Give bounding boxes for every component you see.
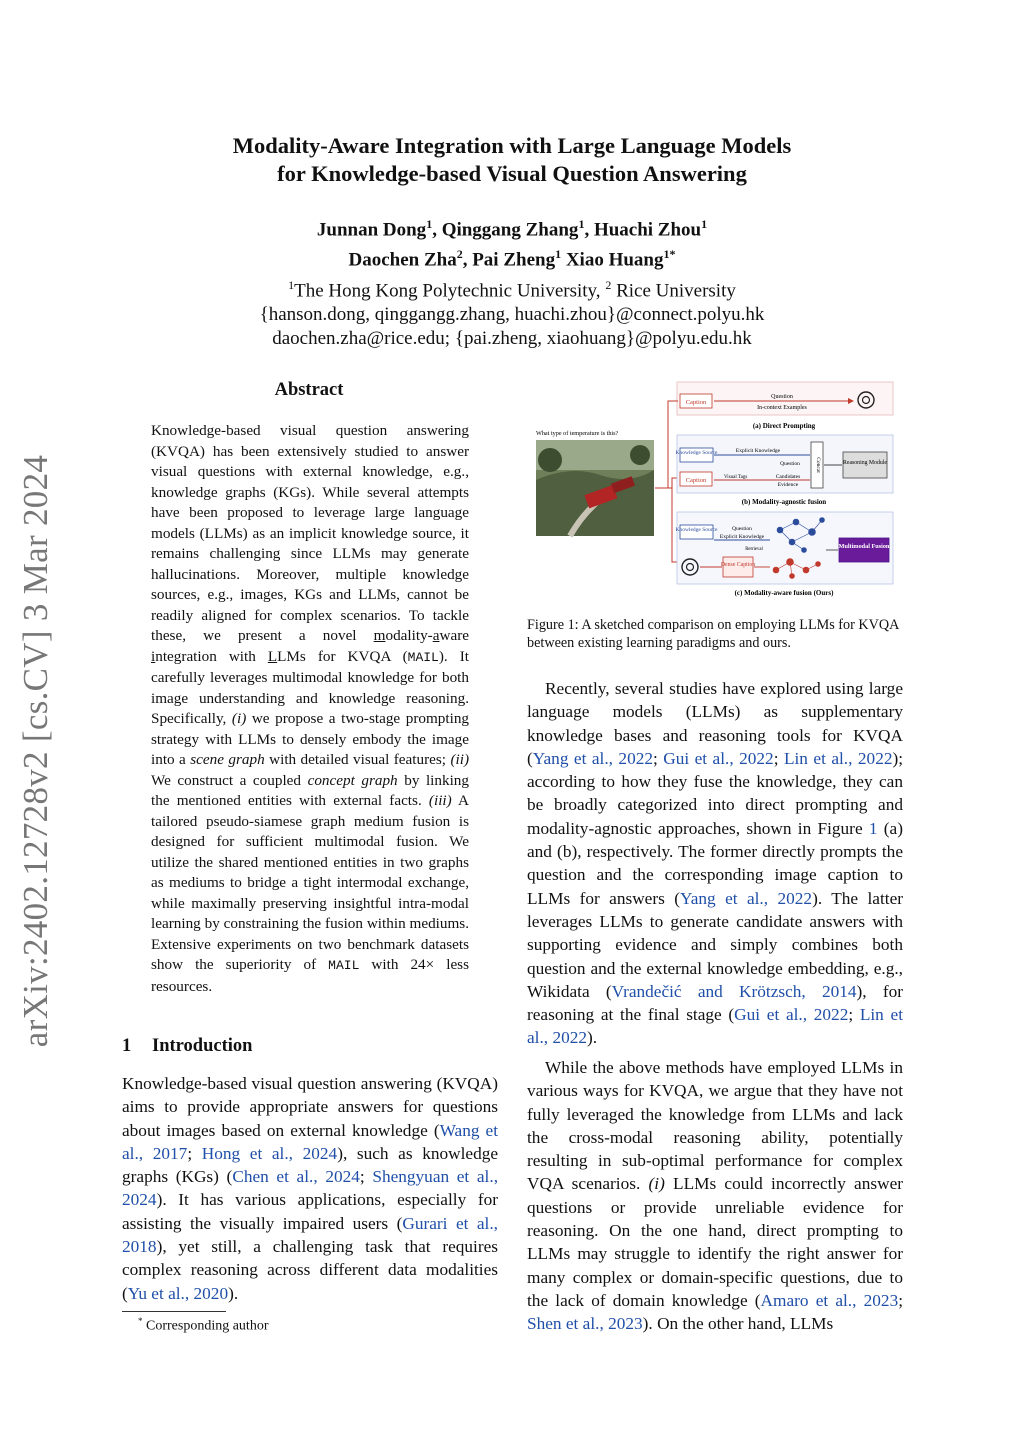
evidence-label: Evidence (777, 482, 799, 488)
right-paragraph-1: Recently, several studies have explored using large language models (LLMs) as supplementary knowledge bases and reasoning tools for KVQA (Yang et al., 2022; Gui et al., 2022; Lin et al., 2022); according to how they fuse the knowledge, they can be broadly categorized into direct prompting and modality-agnostic approaches, shown in Figure 1 (a) and (b), respectively. The former directly prompts the question and the corresponding image caption to LLMs for answers (Yang et al., 2022). The latter leverages LLMs to generate candidate answers with supporting evidence and simply combines both question and the external knowledge embedding, e.g., Wikidata (Vrandečić and Krötzsch, 2014), for reasoning at the final stage (Gui et al., 2022; Lin et al., 2022). (527, 679, 904, 1048)
citation-link[interactable]: Shen et al., 2023 (527, 1314, 643, 1334)
author-block (0, 212, 1024, 351)
citation-link[interactable]: Wang et al., 2017 (122, 1120, 499, 1163)
reasoning-module-label: Reasoning Module (843, 460, 887, 466)
email-line-2: daochen.zha@rice.edu; {pai.zheng, xiaohuang}@polyu.edu.hk (272, 327, 752, 349)
citation-link[interactable]: Amaro et al., 2023 (760, 1290, 899, 1310)
author-line-2: Daochen Zha$^2$, Pai Zheng$^1$ Xiao Huang$^{1*}$ (348, 247, 676, 271)
arxiv-stamp: arXiv:2402.12728v2 [cs.CV] 3 Mar 2024 (16, 454, 55, 1048)
label-c: (c) Modality-aware fusion (Ours) (734, 589, 834, 597)
citation-link[interactable]: Gui et al., 2022 (663, 748, 774, 768)
footnote: * Corresponding author (138, 1316, 269, 1334)
caption-box-a-label: Caption (685, 399, 707, 406)
concat-label: Concat (815, 457, 821, 473)
incontext-label: In-context Examples (757, 405, 807, 411)
citation-link[interactable]: Chen et al., 2024 (232, 1167, 360, 1187)
title-line-1: Modality-Aware Integration with Large Language Models (232, 133, 792, 158)
question-label-c: Question (732, 526, 752, 532)
citation-link[interactable]: Yang et al., 2022 (532, 748, 653, 768)
dense-caption-label: Dense Caption (720, 562, 756, 568)
question-label-a: Question (771, 394, 793, 400)
citation-link[interactable]: Shengyuan et al., 2024 (122, 1167, 499, 1210)
question-label-b: Question (780, 461, 800, 467)
multimodal-fusion-box (839, 538, 889, 562)
label-a: (a) Direct Prompting (752, 422, 816, 430)
right-paragraph-2: While the above methods have employed LLMs in various ways for KVQA, we argue that they have not fully leveraged the knowledge from LLMs and lack the cross-modal reasoning ability, potentially resulting in sub-optimal performance for complex VQA scenarios. (i) LLMs could incorrectly answer questions or provide unreliable evidence for reasoning. On the one hand, direct prompting to LLMs may struggle to identify the right answer for many complex or domain-specific questions, due to the lack of domain knowledge (Amaro et al., 2023; Shen et al., 2023). On the other hand, LLMs (527, 1058, 904, 1334)
citation-link[interactable]: Gurari et al., 2018 (122, 1213, 498, 1257)
citation-link[interactable]: Gui et al., 2022 (734, 1005, 849, 1025)
figure-question: What type of temperature is this? (536, 430, 619, 437)
email-line-1: {hanson.dong, qinggangg.zhang, huachi.zhou}@connect.polyu.hk (259, 303, 765, 325)
section-heading-introduction: 1 Introduction (122, 1036, 253, 1056)
caption-box-b-label: Caption (685, 477, 707, 484)
abstract-text: Knowledge-based visual question answering (KVQA) has been extensively studied to answer visual questions with external knowledge, e.g., knowledge graphs (KGs). While several attempts have been proposed to leverage large language models (LLMs) as an implicit knowledge source, it remains challenging since LLMs may generate hallucinations. Moreover, multiple knowledge sources, e.g., images, KGs and LLMs, cannot be readily aligned for complex scenarios. To tackle these, we present a novel modality-aware integration with LLMs for KVQA (MAIL). It carefully leverages multimodal knowledge for both image understanding and knowledge reasoning. Specifically, (i) we propose a two-stage prompting strategy with LLMs to densely embody the image into a scene graph with detailed visual features; (ii) We construct a coupled concept graph by linking the mentioned entities with external facts. (iii) A tailored pseudo-siamese graph medium fusion is designed for sufficient multimodal fusion. We utilize the shared mentioned entities in two graphs as mediums to bridge a tight intermodal exchange, while maximally preserving insightful intra-modal learning by constraining the fusion within mediums. Extensive experiments on two benchmark datasets show the superiority of MAIL with 24× less resources. (151, 422, 470, 995)
citation-link[interactable]: Vrandečić and Krötzsch, 2014 (611, 981, 857, 1001)
intro-paragraph: Knowledge-based visual question answering (KVQA) aims to provide appropriate answers for questions about images based on external knowledge (Wang et al., 2017; Hong et al., 2024), such as knowledge graphs (KGs) (Chen et al., 2024; Shengyuan et al., 2024). It has various applications, especially for assisting the visually impaired users (Gurari et al., 2018), yet still, a challenging task that requires complex reasoning across different data modalities (Yu et al., 2020). (122, 1074, 499, 1303)
knowledge-source-b-label: Knowledge Source (675, 450, 718, 456)
visual-tags: Visual Tags (724, 475, 748, 480)
explicit-knowledge-b: Explicit Knowledge (735, 448, 781, 454)
figure-1-caption: Figure 1: A sketched comparison on employing LLMs for KVQA between existing learning paradigms and ours. (527, 617, 899, 651)
citation-link[interactable]: Lin et al., 2022 (783, 748, 893, 768)
knowledge-source-c-label: Knowledge Source (675, 527, 718, 533)
train-photo (536, 440, 654, 536)
citation-link[interactable]: Hong et al., 2024 (201, 1143, 338, 1163)
retrieval-label: Retrieval (745, 547, 763, 552)
figure-1 (530, 380, 896, 602)
affiliations: $^1$The Hong Kong Polytechnic University, $^2$ Rice University (288, 277, 736, 301)
footnote-rule (122, 1311, 226, 1312)
citation-link[interactable]: Yang et al., 2022 (679, 888, 813, 908)
candidates-label: Candidates (775, 474, 801, 480)
multimodal-fusion-label: Multimodal Fusion (838, 543, 890, 550)
explicit-knowledge-c: Explicit Knowledge (719, 534, 765, 540)
abstract-heading: Abstract (274, 380, 344, 400)
author-line-1: Junnan Dong$^1$, Qinggang Zhang$^1$, Huachi Zhou$^1$ (316, 217, 708, 241)
paper-title (0, 132, 1024, 188)
citation-link[interactable]: Lin et al., 2022 (527, 1005, 903, 1048)
title-line-2: for Knowledge-based Visual Question Answering (277, 161, 747, 186)
label-b: (b) Modality-agnostic fusion (741, 498, 827, 506)
figure-ref-link[interactable]: 1 (868, 818, 878, 838)
citation-link[interactable]: Yu et al., 2020 (127, 1283, 229, 1303)
